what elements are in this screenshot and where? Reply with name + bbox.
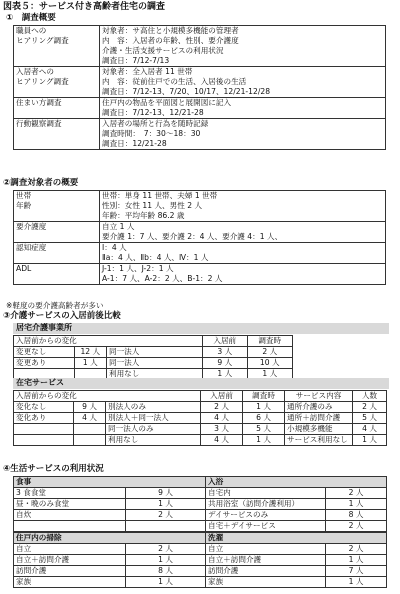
- living-count: 2 人: [326, 521, 387, 532]
- living-row: [14, 566, 387, 577]
- overview-value: [100, 119, 386, 150]
- facility-row: [14, 413, 387, 424]
- living-item: 自立＋訪問介護: [206, 555, 326, 566]
- subject-value: [100, 243, 386, 264]
- overview-value: [100, 67, 386, 98]
- living-item: [14, 521, 126, 532]
- home-care-cell: 1 人: [203, 369, 247, 380]
- living-count: 7 人: [326, 566, 387, 577]
- home-care-header-cell: 入居前: [203, 336, 247, 347]
- facility-cell: 1 人: [243, 435, 285, 446]
- facility-cell: 4 人: [353, 424, 387, 435]
- overview-row: [14, 119, 386, 150]
- section3-heading: ③介護サービスの入居前後比較: [3, 311, 121, 321]
- living-row: [14, 555, 387, 566]
- home-care-cell: 1 人: [247, 369, 293, 380]
- subject-value-line: Ⅱa：4 人、Ⅱb：4 人、Ⅳ：1 人: [102, 253, 209, 262]
- living-row: [14, 577, 387, 588]
- overview-row: [14, 26, 386, 67]
- facility-cell: 4 人: [74, 413, 106, 424]
- overview-value-line: 介護・生活支援サービスの利用状況: [102, 46, 224, 55]
- facility-header-cell: 入居前からの変化: [14, 391, 201, 402]
- overview-label: [14, 26, 100, 67]
- subject-value-line: 性別：女性 11 人、男性 2 人: [102, 201, 203, 210]
- facility-cell: 1 人: [243, 402, 285, 413]
- subject-value: [100, 264, 386, 285]
- subject-value: [100, 222, 386, 243]
- home-care-cell: 変更あり: [14, 358, 75, 369]
- living-row: [14, 510, 387, 521]
- subject-value-line: J-1：1 人、J-2：1 人: [102, 264, 174, 273]
- home-care-cell: 利用なし: [106, 369, 202, 380]
- subject-value: [100, 191, 386, 222]
- facility-cell: 別法人＋同一法人: [106, 413, 201, 424]
- overview-row: [14, 98, 386, 119]
- subjects-table: [13, 190, 386, 285]
- living-item: 自炊: [14, 510, 126, 521]
- living-item: 自宅＋デイサービス: [206, 521, 326, 532]
- facility-header-cell: 入居前: [201, 391, 243, 402]
- overview-value: [100, 26, 386, 67]
- home-care-cell: 3 人: [203, 347, 247, 358]
- home-care-cell: 12 人: [74, 347, 106, 358]
- facility-cell: 2 人: [353, 402, 387, 413]
- subject-label-line: 要介護度: [16, 222, 47, 231]
- living-header-row: [14, 533, 387, 544]
- living-count: 1 人: [326, 577, 387, 588]
- overview-label-line: ヒアリング調査: [16, 77, 69, 86]
- facility-cell: [14, 424, 74, 435]
- living-category-title: 入浴: [206, 477, 387, 488]
- living-count: 2 人: [326, 488, 387, 499]
- living-item: 昼・晩のみ食堂: [14, 499, 126, 510]
- subject-label: [14, 222, 100, 243]
- home-care-cell: 1 人: [74, 358, 106, 369]
- overview-label: [14, 119, 100, 150]
- overview-value-line: 内 容：入居者の年齢、性別、要介護度: [102, 36, 239, 45]
- facility-cell: 通所介護のみ: [285, 402, 353, 413]
- overview-value-line: 調査時間： 7：30〜18：30: [102, 129, 201, 138]
- overview-value-line: 調査日：7/12-13、12/21-28: [102, 108, 204, 117]
- living-count: 8 人: [126, 566, 206, 577]
- facility-header-row: [14, 391, 387, 402]
- figure-title: 図表５：サービス付き高齢者住宅の調査: [3, 2, 166, 12]
- overview-value-line: 対象者：サ高住と小規模多機能の管理者: [102, 26, 239, 35]
- living-item: 家族: [14, 577, 126, 588]
- section4-heading: ④生活サービスの利用状況: [3, 464, 104, 474]
- living-count: 8 人: [326, 510, 387, 521]
- subject-row: [14, 191, 386, 222]
- living-row: [14, 544, 387, 555]
- facility-cell: 利用なし: [106, 435, 201, 446]
- facility-service-table: [13, 390, 387, 446]
- living-item: 家族: [206, 577, 326, 588]
- living-count: 2 人: [326, 544, 387, 555]
- facility-cell: 変化あり: [14, 413, 74, 424]
- facility-header-cell: 調査時: [243, 391, 285, 402]
- living-row: [14, 488, 387, 499]
- subject-row: [14, 264, 386, 285]
- subject-row: [14, 222, 386, 243]
- facility-cell: 変化なし: [14, 402, 74, 413]
- facility-cell: 別法人のみ: [106, 402, 201, 413]
- overview-value-line: 内 容：従前住戸での生活、入居後の生活: [102, 77, 247, 86]
- subject-label-line: ADL: [16, 264, 32, 273]
- facility-cell: サービス利用なし: [285, 435, 353, 446]
- facility-cell: 4 人: [201, 435, 243, 446]
- home-care-header-row: [14, 336, 293, 347]
- overview-label-line: 行動観察調査: [16, 119, 62, 128]
- facility-cell: 同一法人のみ: [106, 424, 201, 435]
- overview-value-line: 入居者の場所と行為を随時記録: [102, 119, 209, 128]
- subject-label-line: 年齢: [16, 201, 32, 210]
- overview-label-line: 入居者への: [16, 67, 54, 76]
- subject-row: [14, 243, 386, 264]
- facility-cell: 9 人: [74, 402, 106, 413]
- facility-cell: 6 人: [243, 413, 285, 424]
- living-services-table: [13, 476, 387, 588]
- subject-label: [14, 264, 100, 285]
- home-care-cell: 変更なし: [14, 347, 75, 358]
- overview-label-line: 住まい方調査: [16, 98, 62, 107]
- living-count: 9 人: [126, 488, 206, 499]
- living-count: 1 人: [126, 499, 206, 510]
- facility-cell: [74, 435, 106, 446]
- living-category-title: 洗濯: [206, 533, 387, 544]
- living-item: デイサービスのみ: [206, 510, 326, 521]
- home-care-row: [14, 347, 293, 358]
- facility-cell: 小規模多機能: [285, 424, 353, 435]
- living-row: [14, 521, 387, 532]
- living-item: 訪問介護: [14, 566, 126, 577]
- subject-value-line: 年齢：平均年齢 86.2 歳: [102, 211, 185, 220]
- facility-cell: 4 人: [201, 413, 243, 424]
- facility-cell: 5 人: [243, 424, 285, 435]
- facility-cell: 3 人: [201, 424, 243, 435]
- living-item: 自宅内: [206, 488, 326, 499]
- facility-header-cell: サービス内容: [285, 391, 353, 402]
- living-item: 自立＋訪問介護: [14, 555, 126, 566]
- overview-value: [100, 98, 386, 119]
- home-care-cell: 同一法人: [106, 358, 202, 369]
- facility-cell: 2 人: [201, 402, 243, 413]
- overview-value-line: 調査日：7/12-7/13: [102, 56, 170, 65]
- subject-value-line: 要介護 1：7 人、要介護 2：4 人、要介護 4：1 人、: [102, 232, 283, 241]
- overview-value-line: 住戸内の物品を平面図と展開図に記入: [102, 98, 232, 107]
- living-category-title: 食事: [14, 477, 206, 488]
- overview-row: [14, 67, 386, 98]
- living-row: [14, 499, 387, 510]
- home-care-title: 居宅介護事業所: [13, 323, 389, 334]
- living-count: 2 人: [126, 544, 206, 555]
- home-care-cell: 2 人: [247, 347, 293, 358]
- overview-label: [14, 67, 100, 98]
- living-count: 1 人: [126, 555, 206, 566]
- facility-cell: 5 人: [353, 413, 387, 424]
- home-care-cell: 同一法人: [106, 347, 202, 358]
- subject-label-line: 認知症度: [16, 243, 47, 252]
- home-care-header-cell: 入居前からの変化: [14, 336, 203, 347]
- living-item: 自立: [206, 544, 326, 555]
- living-item: 自立: [14, 544, 126, 555]
- home-care-row: [14, 358, 293, 369]
- living-item: 3 食食堂: [14, 488, 126, 499]
- overview-value-line: 調査日：12/21-28: [102, 139, 167, 148]
- home-care-cell: 9 人: [203, 358, 247, 369]
- section1-heading: ① 調査概要: [6, 13, 56, 23]
- overview-value-line: 対象者：全入居者 11 世帯: [102, 67, 193, 76]
- subjects-note: ※軽度の要介護高齢者が多い: [6, 301, 104, 310]
- subject-value-line: A-1：7 人、A-2：2 人、B-1：2 人: [102, 274, 223, 283]
- survey-overview-table: [13, 25, 386, 150]
- home-care-header-cell: 調査時: [247, 336, 293, 347]
- facility-row: [14, 424, 387, 435]
- subject-value-line: Ⅰ：4 人: [102, 243, 127, 252]
- facility-row: [14, 435, 387, 446]
- living-count: 2 人: [126, 510, 206, 521]
- living-count: 1 人: [126, 577, 206, 588]
- subject-value-line: 自立 1 人: [102, 222, 135, 231]
- facility-cell: [74, 424, 106, 435]
- home-care-table: [13, 335, 293, 380]
- overview-label-line: 職員への: [16, 26, 47, 35]
- section2-heading: ②調査対象者の概要: [3, 178, 79, 188]
- facility-cell: 通所＋訪問介護: [285, 413, 353, 424]
- overview-value-line: 調査日：7/12-13、7/20、10/17、12/21-12/28: [102, 87, 271, 96]
- living-item: 訪問介護: [206, 566, 326, 577]
- facility-service-title: 在宅サービス: [13, 378, 389, 389]
- facility-row: [14, 402, 387, 413]
- subject-label-line: 世帯: [16, 191, 32, 200]
- facility-header-cell: 人数: [353, 391, 387, 402]
- facility-cell: [14, 435, 74, 446]
- overview-label-line: ヒアリング調査: [16, 36, 69, 45]
- overview-label: [14, 98, 100, 119]
- living-count: [126, 521, 206, 532]
- living-header-row: [14, 477, 387, 488]
- home-care-cell: 10 人: [247, 358, 293, 369]
- living-count: 1 人: [326, 499, 387, 510]
- living-category-title: 住戸内の掃除: [14, 533, 206, 544]
- subject-value-line: 世帯：単身 11 世帯、夫婦 1 世帯: [102, 191, 218, 200]
- facility-cell: 1 人: [353, 435, 387, 446]
- living-item: 共用浴室（訪問介護利用）: [206, 499, 326, 510]
- subject-label: [14, 243, 100, 264]
- subject-label: [14, 191, 100, 222]
- living-count: 1 人: [326, 555, 387, 566]
